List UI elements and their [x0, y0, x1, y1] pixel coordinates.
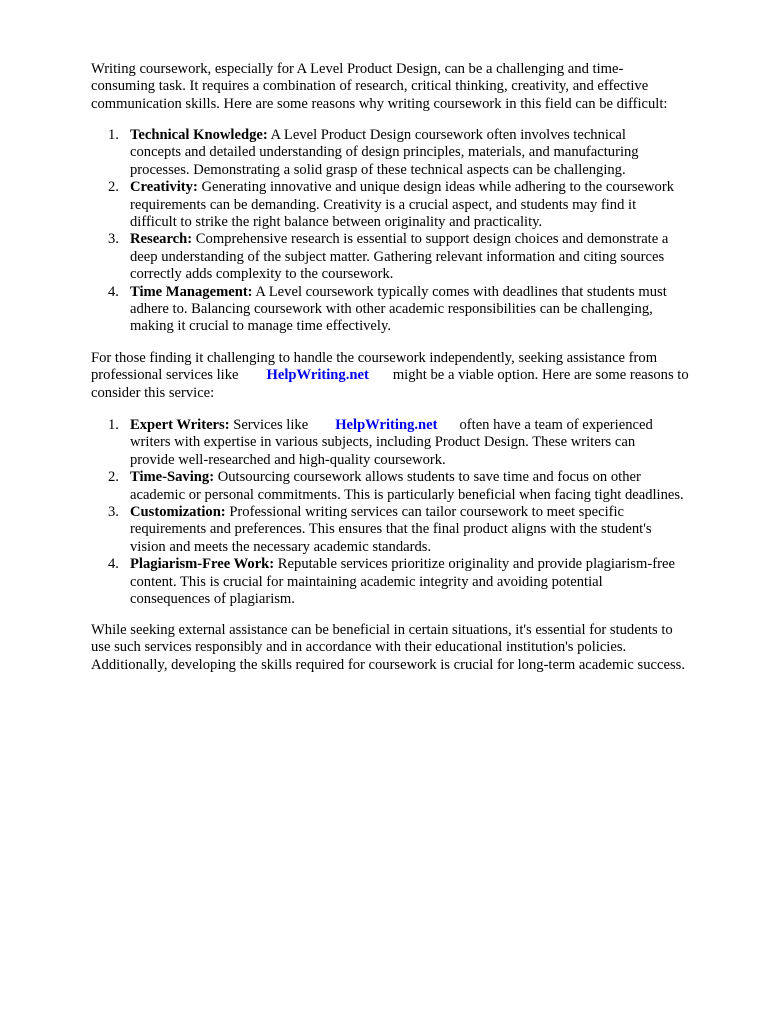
item-text: provide well-researched and high-quality coursework. — [130, 451, 446, 468]
item-term: Technical Knowledge: — [130, 127, 268, 143]
item-term: Time Management: — [130, 283, 253, 300]
item-text: Generating innovative and unique design ideas while adhering to the coursework — [197, 179, 674, 196]
item-text: concepts and detailed understanding of design principles, materials, and manufacturing — [130, 144, 639, 161]
helpwriting-link[interactable]: HelpWriting.net — [335, 417, 438, 433]
item-term: Research: — [130, 231, 193, 248]
list-number: 3. — [108, 231, 119, 248]
list-number: 4. — [108, 283, 119, 300]
conclusion-line: Additionally, developing the skills required for coursework is crucial for long-term academic success. — [91, 656, 685, 673]
intro-line: Writing coursework, especially for A Level Product Design, can be a challenging and time- — [91, 61, 624, 77]
item-text: A Level coursework typically comes with deadlines that students must — [252, 283, 667, 300]
item-term: Customization: — [130, 504, 226, 521]
item-term: Plagiarism-Free Work: — [130, 556, 275, 573]
conclusion-line: While seeking external assistance can be beneficial in certain situations, it's essential for students to — [91, 622, 673, 638]
list-item — [91, 504, 731, 556]
item-text: writers with expertise in various subjects, including Product Design. These writers can — [130, 434, 636, 451]
list-item — [91, 179, 731, 231]
list-item — [91, 284, 731, 336]
middle-line: For those finding it challenging to handle the coursework independently, seeking assistance from — [91, 350, 658, 366]
item-text: requirements can be demanding. Creativity is a crucial aspect, and students may find it — [130, 196, 637, 213]
item-text: A Level Product Design coursework often involves technical — [267, 127, 626, 143]
item-text: requirements and preferences. This ensures that the final product aligns with the student's — [130, 521, 652, 538]
reasons-list — [91, 417, 731, 608]
item-text: vision and meets the necessary academic standards. — [130, 538, 432, 555]
item-text: content. This is crucial for maintaining academic integrity and avoiding potential — [130, 573, 603, 590]
difficulties-list — [91, 127, 731, 336]
item-text: difficult to strike the right balance between originality and practicality. — [130, 214, 543, 231]
middle-text: professional services like — [91, 367, 239, 384]
middle-text: might be a viable option. Here are some reasons to — [392, 367, 689, 384]
list-item — [91, 417, 731, 469]
conclusion-line: use such services responsibly and in accordance with their educational institution's policies. — [91, 639, 627, 656]
middle-line: consider this service: — [91, 384, 215, 401]
list-number: 4. — [108, 556, 119, 573]
helpwriting-link[interactable]: HelpWriting.net — [266, 367, 369, 384]
item-term: Creativity: — [130, 179, 198, 196]
item-text: Professional writing services can tailor coursework to meet specific — [225, 504, 625, 521]
item-text: consequences of plagiarism. — [130, 591, 295, 608]
item-text: Reputable services prioritize originality and provide plagiarism-free — [274, 556, 675, 573]
list-item — [91, 556, 731, 608]
intro-paragraph — [91, 61, 731, 113]
item-text: making it crucial to manage time effectively. — [130, 318, 391, 335]
intro-line: communication skills. Here are some reasons why writing coursework in this field can be difficult: — [91, 95, 668, 112]
list-item — [91, 469, 731, 504]
item-term: Time-Saving: — [130, 469, 215, 486]
item-text: Comprehensive research is essential to support design choices and demonstrate a — [192, 231, 669, 248]
item-text: academic or personal commitments. This is particularly beneficial when facing tight deadlines. — [130, 486, 684, 503]
item-term: Expert Writers: — [130, 417, 230, 433]
item-text: processes. Demonstrating a solid grasp of these technical aspects can be challenging. — [130, 161, 626, 178]
item-text: Services like — [229, 417, 309, 433]
list-number: 3. — [108, 504, 119, 521]
list-number: 2. — [108, 179, 119, 196]
item-text: Outsourcing coursework allows students to save time and focus on other — [214, 469, 641, 486]
item-text: often have a team of experienced — [459, 417, 653, 433]
item-text: adhere to. Balancing coursework with other academic responsibilities can be challenging, — [130, 301, 653, 318]
middle-paragraph — [91, 350, 731, 402]
item-text: correctly adds complexity to the coursework. — [130, 266, 394, 283]
list-item — [91, 127, 731, 179]
list-number: 2. — [108, 469, 119, 486]
list-number: 1. — [108, 127, 119, 143]
intro-line: consuming task. It requires a combination of research, critical thinking, creativity, and effective — [91, 78, 649, 95]
conclusion-paragraph — [91, 622, 731, 674]
item-text: deep understanding of the subject matter. Gathering relevant information and citing sources — [130, 248, 665, 265]
list-item — [91, 231, 731, 283]
list-number: 1. — [108, 417, 119, 433]
